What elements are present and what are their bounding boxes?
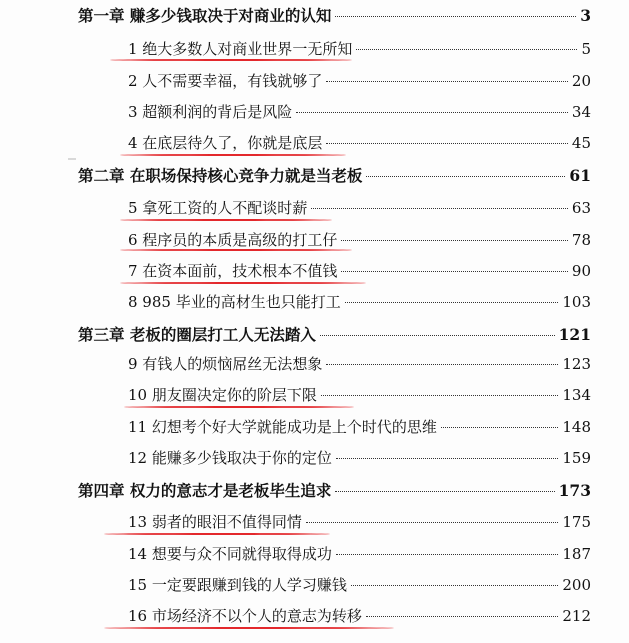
red-underline-mark [120, 282, 366, 284]
toc-title: 8 985 毕业的高材生也只能打工 [128, 293, 341, 311]
toc-section-13 [128, 511, 591, 532]
leader-dots [341, 271, 568, 272]
toc-title: 10 朋友圈决定你的阶层下限 [128, 386, 317, 404]
toc-page-number: 175 [562, 513, 591, 531]
toc-title: 2 人不需要幸福，有钱就够了 [128, 72, 323, 90]
toc-title: 11 幻想考个好大学就能成功是上个时代的思维 [128, 418, 437, 436]
red-underline-mark [120, 219, 332, 221]
edge-mark [68, 158, 76, 160]
toc-chapter-2 [78, 164, 591, 186]
leader-dots [336, 554, 559, 555]
toc-page-number: 63 [571, 199, 591, 217]
leader-dots [336, 458, 559, 459]
leader-dots [366, 616, 559, 617]
toc-page-number: 200 [562, 576, 591, 594]
toc-page-number: 5 [581, 40, 591, 58]
toc-title: 12 能赚多少钱取决于你的定位 [128, 449, 332, 467]
toc-title: 6 程序员的本质是高级的打工仔 [128, 231, 338, 249]
toc-title: 4 在底层待久了，你就是底层 [128, 134, 323, 152]
leader-dots [296, 112, 568, 113]
toc-section-14 [128, 543, 591, 564]
toc-page-number: 173 [558, 481, 591, 500]
red-underline-mark [124, 406, 354, 408]
toc-page-number: 134 [562, 386, 591, 404]
toc-chapter-1 [78, 4, 591, 26]
leader-dots [341, 240, 568, 241]
toc-section-16 [128, 605, 591, 626]
toc-section-11 [128, 416, 591, 437]
toc-chapter-4 [78, 479, 591, 501]
toc-page-number: 90 [571, 262, 591, 280]
toc-title: 第一章 赚多少钱取决于对商业的认知 [78, 6, 332, 25]
leader-dots [320, 335, 555, 336]
toc-page-number: 159 [562, 449, 591, 467]
leader-dots [326, 81, 568, 82]
red-underline-mark [104, 627, 394, 629]
toc-page-number: 123 [562, 355, 591, 373]
toc-section-9 [128, 353, 591, 374]
toc-page-number: 187 [562, 545, 591, 563]
toc-page-number: 61 [569, 166, 591, 185]
toc-title: 16 市场经济不以个人的意志为转移 [128, 607, 362, 625]
toc-section-4 [128, 132, 591, 153]
toc-section-1 [128, 38, 591, 59]
toc-title: 5 拿死工资的人不配谈时薪 [128, 199, 308, 217]
toc-page-number: 78 [571, 231, 591, 249]
toc-page-number: 34 [571, 103, 591, 121]
toc-page-number: 212 [562, 607, 591, 625]
toc-page-number: 121 [558, 325, 591, 344]
toc-section-10 [128, 384, 591, 405]
leader-dots [326, 364, 558, 365]
toc-title: 1 绝大多数人对商业世界一无所知 [128, 40, 353, 58]
leader-dots [351, 585, 559, 586]
toc-chapter-3 [78, 323, 591, 345]
leader-dots [311, 208, 568, 209]
toc-title: 第四章 权力的意志才是老板毕生追求 [78, 481, 332, 500]
red-underline-mark [120, 154, 346, 156]
toc-section-15 [128, 574, 591, 595]
leader-dots [441, 427, 559, 428]
leader-dots [356, 49, 577, 50]
toc-section-3 [128, 101, 591, 122]
red-underline-mark [110, 59, 352, 61]
toc-title: 13 弱者的眼泪不值得同情 [128, 513, 302, 531]
leader-dots [366, 176, 565, 177]
toc-title: 第三章 老板的圈层打工人无法踏入 [78, 325, 316, 344]
leader-dots [326, 143, 568, 144]
toc-page-number: 45 [571, 134, 591, 152]
toc-page-number: 3 [580, 6, 591, 25]
toc-section-12 [128, 447, 591, 468]
toc-page-number: 103 [562, 293, 591, 311]
toc-page-number: 20 [571, 72, 591, 90]
toc-page-number: 148 [562, 418, 591, 436]
toc-title: 7 在资本面前，技术根本不值钱 [128, 262, 338, 280]
leader-dots [306, 522, 559, 523]
leader-dots [345, 302, 559, 303]
toc-section-6 [128, 229, 591, 250]
leader-dots [335, 491, 554, 492]
leader-dots [321, 395, 559, 396]
toc-title: 14 想要与众不同就得取得成功 [128, 545, 332, 563]
toc-title: 3 超额利润的背后是风险 [128, 103, 293, 121]
red-underline-mark [120, 249, 352, 251]
toc-section-2 [128, 70, 591, 91]
toc-section-5 [128, 197, 591, 218]
red-underline-mark [104, 533, 330, 535]
toc-title: 第二章 在职场保持核心竞争力就是当老板 [78, 166, 363, 185]
leader-dots [335, 16, 576, 17]
toc-section-8 [128, 291, 591, 312]
toc-section-7 [128, 260, 591, 281]
toc-title: 9 有钱人的烦恼屌丝无法想象 [128, 355, 323, 373]
toc-title: 15 一定要跟赚到钱的人学习赚钱 [128, 576, 347, 594]
